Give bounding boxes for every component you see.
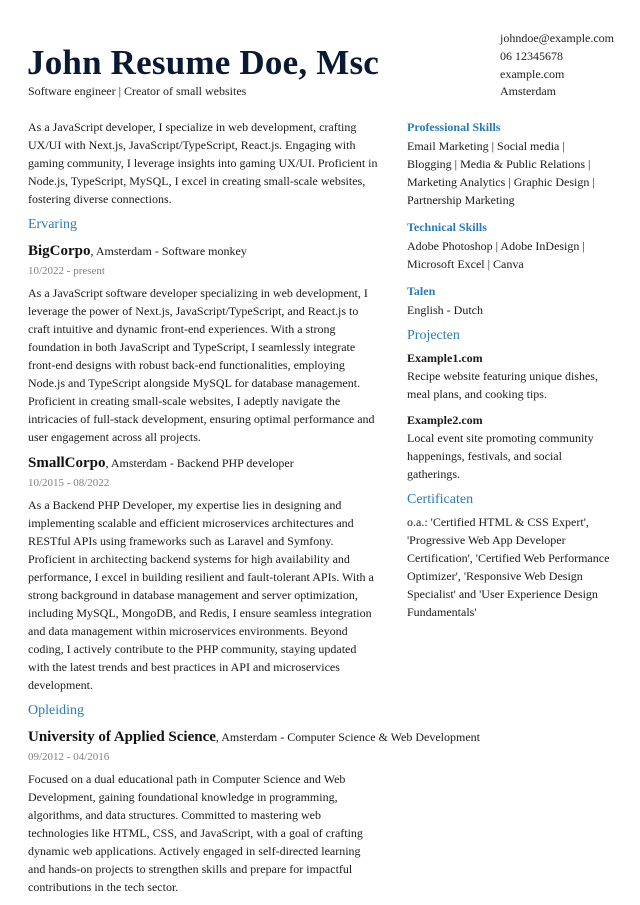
project-item [407, 349, 612, 403]
contact-email: johndoe@example.com [500, 31, 615, 45]
languages-text: English - Dutch [407, 303, 483, 317]
project-item [407, 411, 612, 483]
contact-city: Amsterdam [500, 84, 556, 99]
project-description: Local event site promoting community happenings, festivals, and social gatherings. [407, 431, 594, 481]
job-description: As a Backend PHP Developer, my expertise lies in designing and implementing scalable and efficient microservices architectures and RESTful APIs using frameworks such as Laravel and Symfony. Proficient in architecting backend systems for high availability and performance, I excel in building resilient and fault-tolerant APIs. With a strong background in database management and server optimization, including MySQL, MongoDB, and Redis, I ensure seamless integration and data management within microservices environments. Beyond coding, I actively contribute to the PHP community, staying updated with the latest trends and best practices in API and microservices development. [28, 498, 374, 692]
technical-skills-heading: Technical Skills [407, 220, 487, 234]
certificates-heading: Certificaten [407, 492, 474, 507]
professional-skills-heading: Professional Skills [407, 120, 501, 134]
education-entry [28, 728, 481, 896]
project-title: Example1.com [407, 351, 483, 365]
education-dates: 09/2012 - 04/2016 [28, 751, 110, 763]
experience-heading: Ervaring [28, 217, 77, 232]
contact-block [500, 30, 614, 101]
summary: As a JavaScript developer, I specialize in web development, crafting UX/UI with Next.js, JavaScript/TypeScript, React.js. Engaging with gaming community, I leverage insights into gaming UX/UI. Proficient in Node.js, TypeScript, MySQL, I excel in creating small-scale websites, fostering diverse connections. [28, 120, 378, 206]
languages-heading: Talen [407, 284, 436, 298]
job-company: BigCorpo [28, 243, 91, 259]
job-company: SmallCorpo [28, 455, 106, 471]
job-header [28, 454, 380, 472]
education-heading: Opleiding [28, 703, 84, 718]
certificates-text: o.a.: 'Certified HTML & CSS Expert', 'Progressive Web App Developer Certification', 'Certified Web Performance Optimizer', 'Responsive Web Design Specialist' and 'User Experience Design Fundamentals' [407, 515, 610, 619]
resume-name: John Resume Doe, Msc [27, 43, 380, 82]
job-dates: 10/2022 - present [28, 265, 105, 277]
job-entry [28, 242, 380, 446]
project-description: Recipe website featuring unique dishes, meal plans, and cooking tips. [407, 369, 598, 401]
job-dates: 10/2015 - 08/2022 [28, 477, 110, 489]
resume-tagline: Software engineer | Creator of small websites [28, 84, 247, 98]
professional-skills-text: Email Marketing | Social media | Blogging | Media & Public Relations | Marketing Analytics | Graphic Design | Partnership Marketing [407, 139, 595, 207]
job-description: As a JavaScript software developer specializing in web development, I leverage the power of Next.js, JavaScript/TypeScript, and React.js to craft intuitive and dynamic front-end experiences. With a strong foundation in both JavaScript and TypeScript, I seamlessly integrate front-end designs with robust back-end functionalities, employing Node.js and TypeScript alongside MySQL for database management. Proficient in creating small-scale websites, I adeptly navigate the intricacies of full-stack development, ensuring optimal performance and user engagement across all projects. [28, 286, 375, 444]
contact-website: example.com [500, 66, 565, 81]
sidebar-column [407, 118, 612, 621]
education-header [28, 728, 481, 746]
technical-skills-text: Adobe Photoshop | Adobe InDesign | Microsoft Excel | Canva [407, 239, 585, 271]
project-title: Example2.com [407, 413, 483, 427]
job-details: , Amsterdam - Backend PHP developer [105, 456, 294, 470]
contact-phone: 06 12345678 [500, 48, 563, 63]
projects-heading: Projecten [407, 328, 460, 343]
job-header [28, 242, 380, 260]
education-description: Focused on a dual educational path in Computer Science and Web Development, gaining foundational knowledge in programming, algorithms, and data structures. Committed to mastering web technologies like HTML, CSS, and JavaScript, with a goal of crafting dynamic web applications. Actively engaged in self-directed learning and hands-on projects to strengthen skills and prepare for impactful contributions in the tech sector. [28, 772, 363, 894]
job-details: , Amsterdam - Software monkey [90, 244, 247, 258]
education-details: , Amsterdam - Computer Science & Web Development [215, 730, 481, 744]
education-school: University of Applied Science [28, 729, 216, 745]
job-entry [28, 454, 380, 694]
